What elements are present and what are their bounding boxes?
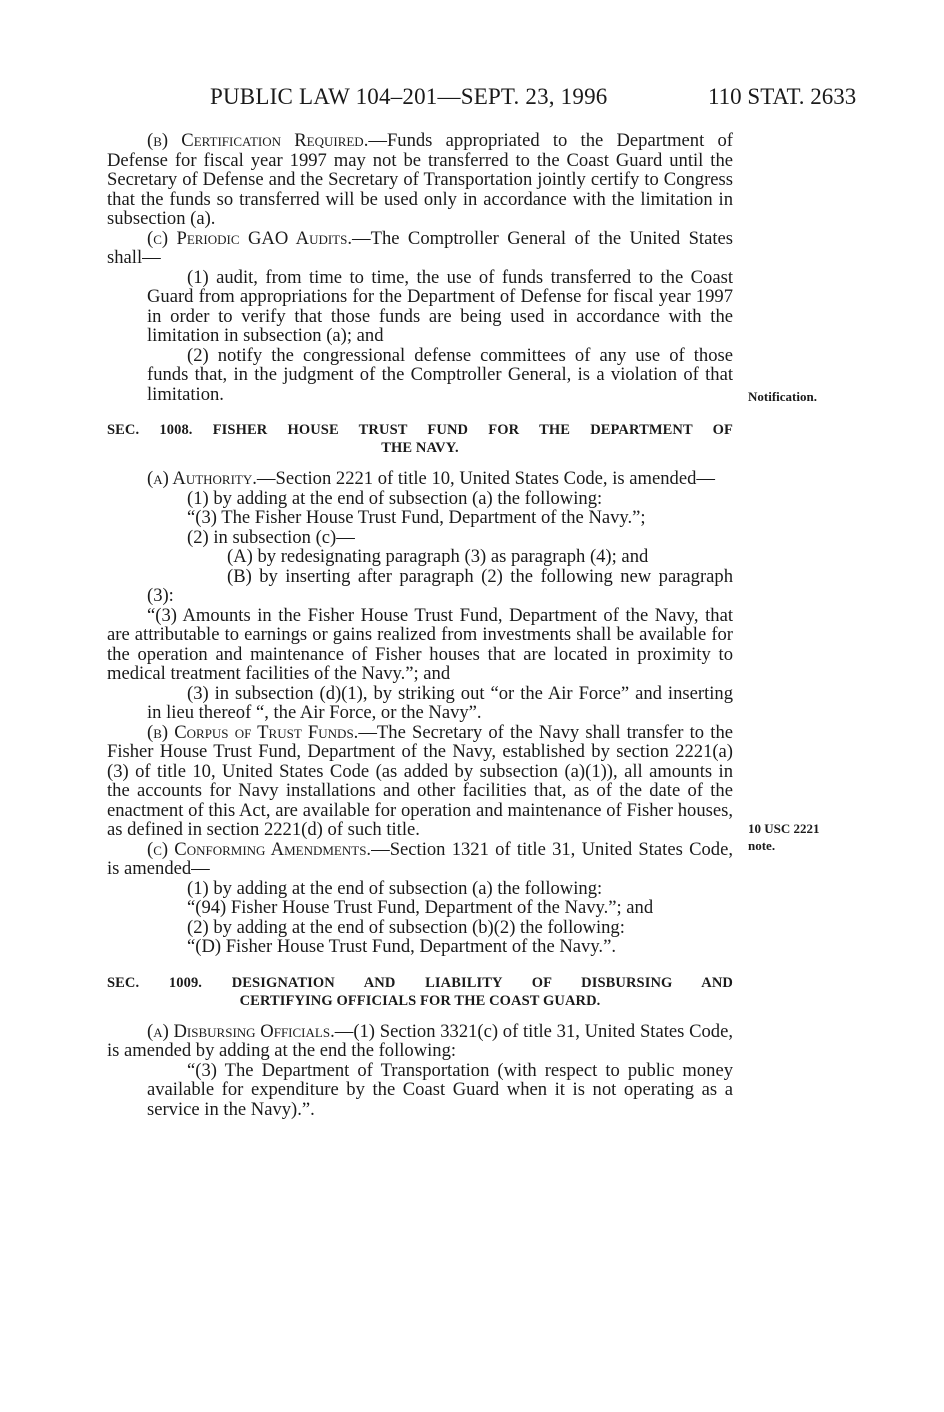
margin-note-usc-line2: note. — [748, 838, 776, 853]
section-heading-line: THE NAVY. — [381, 440, 459, 456]
section-heading-1009 — [107, 974, 733, 1010]
paragraph-heading: (c) Conforming Amendments. — [147, 838, 372, 860]
paragraph-heading: (a) Authority. — [147, 468, 257, 489]
margin-note-usc — [748, 820, 820, 854]
section-heading-1008 — [107, 421, 733, 457]
paragraph-heading: (b) Corpus of Trust Funds. — [147, 721, 359, 743]
paragraph-text: —The Comptroller General of the United States shall— — [107, 227, 733, 268]
paragraph-item: (2) in subsection (c)— — [187, 526, 355, 548]
paragraph-periodic-gao-audits — [107, 229, 733, 268]
paragraph-disbursing-officials — [107, 1022, 733, 1061]
paragraph-item: (1) by adding at the end of subsection (a) the following: — [187, 487, 603, 509]
paragraph-heading: (b) Certification Required. — [147, 130, 369, 151]
paragraph-audit-item: (1) audit, from time to time, the use of funds transferred to the Coast Guard from appropriations for the Department of Defense for fiscal year 1997 in order to verify that those funds are being used in accordance with the limitation in subsection (a); and — [147, 266, 733, 346]
paragraph-authority — [107, 469, 733, 489]
paragraph-heading: (a) Disbursing Officials. — [147, 1020, 335, 1042]
paragraph-certification-required — [107, 131, 733, 229]
paragraph-text: —Section 2221 of title 10, United States Code, is amended— — [256, 468, 715, 489]
paragraph-text: —Funds appropriated to the Department of Defense for fiscal year 1997 may not be transferred to the Coast Guard until the Secretary of Defense and the Secretary of Transportation jointly certify to Congress that the funds so transferred will be used only in accordance with the limitation in subsection (a). — [107, 130, 733, 229]
paragraph-heading: (c) Periodic GAO Audits. — [147, 227, 352, 249]
paragraph-quoted-item: “(3) The Fisher House Trust Fund, Department of the Navy.”; — [187, 507, 646, 528]
paragraph-text: —(1) Section 3321(c) of title 31, United States Code, is amended by adding at the end the following: — [107, 1020, 734, 1061]
paragraph-notify-item: (2) notify the congressional defense committees of any use of those funds that, in the judgment of the Comptroller General, is a violation of that limitation. — [147, 344, 733, 405]
margin-note-notification: Notification. — [748, 389, 817, 404]
running-header-title: PUBLIC LAW 104–201—SEPT. 23, 1996 — [210, 84, 608, 109]
paragraph-text: —Section 1321 of title 31, United States Code, is amended— — [107, 838, 733, 879]
paragraph-conforming-amendments — [107, 840, 733, 879]
paragraph-item: (1) by adding at the end of subsection (a) the following: — [187, 877, 603, 899]
body-text — [107, 131, 733, 1119]
paragraph-quoted-item: “(D) Fisher House Trust Fund, Department of the Navy.”. — [187, 936, 616, 957]
section-heading-line: CERTIFYING OFFICIALS FOR THE COAST GUARD. — [239, 992, 601, 1009]
paragraph-subitem: (B) by inserting after paragraph (2) the following new paragraph (3): — [147, 565, 733, 606]
paragraph-quoted-text: “(3) Amounts in the Fisher House Trust Fund, Department of the Navy, that are attributable to earnings or gains realized from investments shall be available for the operation and maintenance of Fisher houses that are located in proximity to medical treatment facilities of the Navy.”; and — [107, 604, 733, 684]
margin-note-usc-line1: 10 USC 2221 — [748, 821, 820, 836]
paragraph-item: (2) by adding at the end of subsection (b)(2) the following: — [187, 916, 625, 938]
section-heading-line: SEC. 1008. FISHER HOUSE TRUST FUND FOR THE DEPARTMENT OF — [107, 422, 733, 438]
running-header-stat-page: 110 STAT. 2633 — [708, 84, 857, 109]
paragraph-quoted-item: “(94) Fisher House Trust Fund, Department of the Navy.”; and — [187, 897, 654, 918]
paragraph-corpus-of-trust-funds — [107, 723, 733, 840]
paragraph-text: —The Secretary of the Navy shall transfer to the Fisher House Trust Fund, Department of the Navy, established by section 2221(a)(3) of title 10, United States Code (as added by subsection (a)(1)), all amounts in the accounts for Navy installations and other facilities that, as of the date of the enactment of this Act, are available for operation and maintenance of Fisher houses, as defined in section 2221(d) of such title. — [107, 721, 733, 840]
paragraph-subitem: (A) by redesignating paragraph (3) as paragraph (4); and — [227, 546, 649, 567]
section-heading-line: SEC. 1009. DESIGNATION AND LIABILITY OF DISBURSING AND — [107, 974, 733, 991]
paragraph-quoted-item: “(3) The Department of Transportation (with respect to public money available for expenditure by the Coast Guard when it is not operating as a service in the Navy).”. — [147, 1059, 733, 1120]
paragraph-item: (3) in subsection (d)(1), by striking out “or the Air Force” and inserting in lieu thereof “, the Air Force, or the Navy”. — [147, 682, 733, 723]
